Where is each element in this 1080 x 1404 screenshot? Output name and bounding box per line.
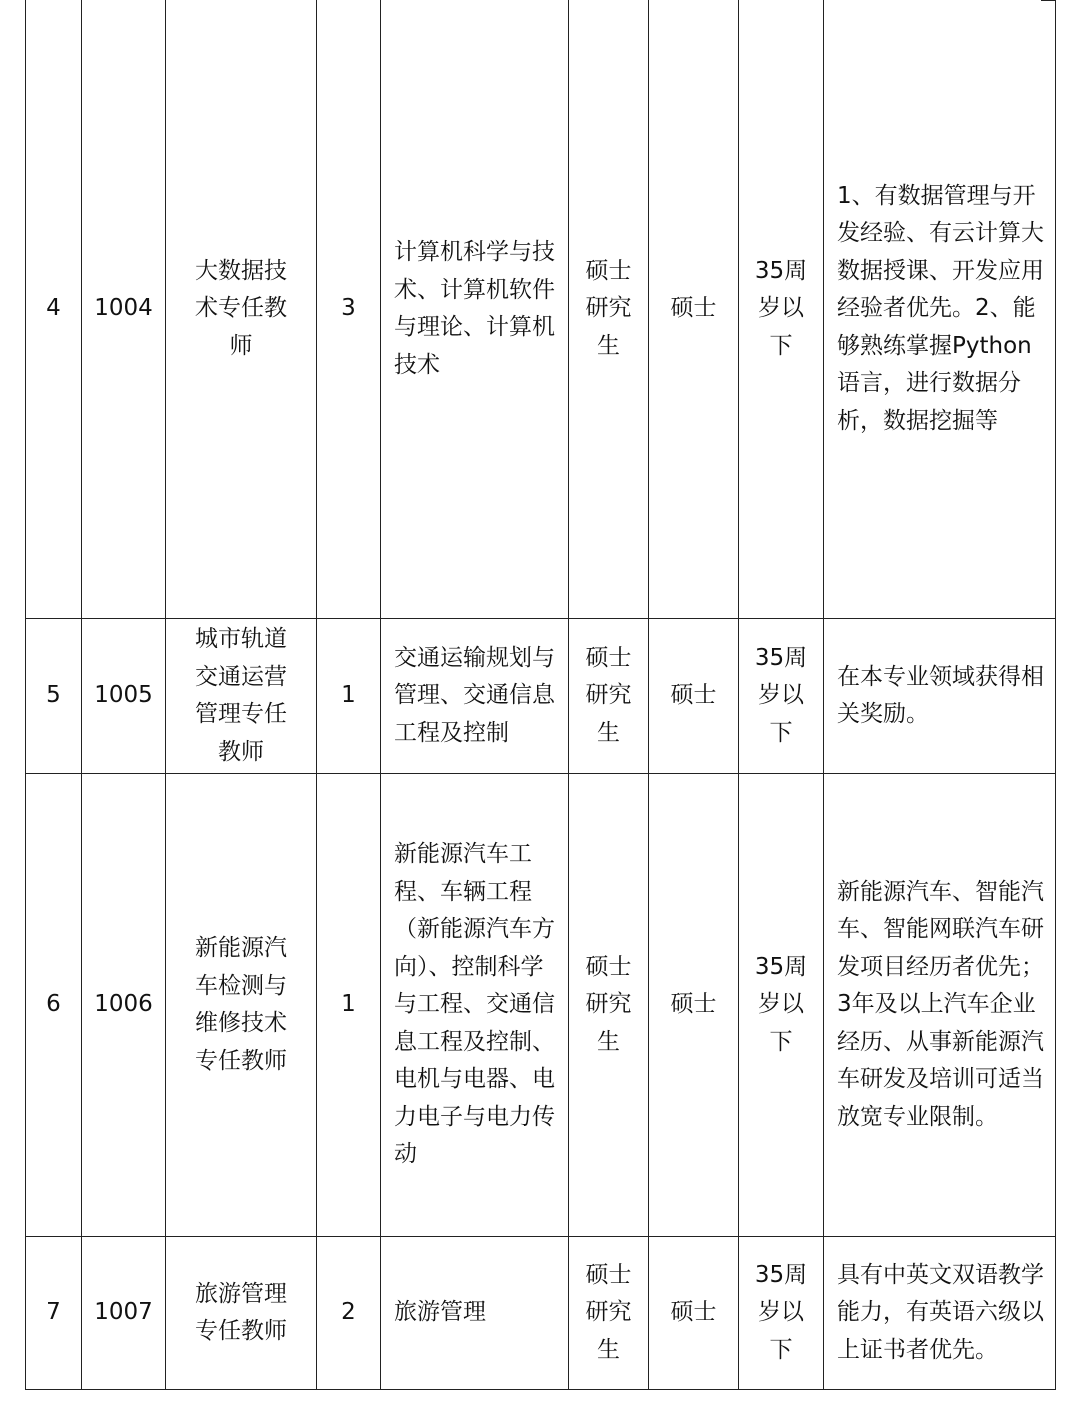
requirements-text: 新能源汽车、智能汽车、智能网联汽车研发项目经历者优先；3年及以上汽车企业经历、从事新能源汽车研发及培训可适当放宽专业限制。 [837, 878, 1044, 1130]
education-text: 硕士研究生 [585, 1261, 632, 1363]
major-text: 交通运输规划与管理、交通信息工程及控制 [394, 644, 555, 746]
major-text: 计算机科学与技术、计算机软件与理论、计算机技术 [394, 239, 555, 378]
age-text: 35周岁以下 [754, 257, 808, 359]
requirements-cell [824, 619, 1056, 774]
position-cell [166, 1237, 317, 1390]
major-cell [381, 619, 569, 774]
table-row [26, 0, 1056, 619]
education-cell [569, 1237, 649, 1390]
position-text: 新能源汽车检测与维修技术专任教师 [195, 935, 287, 1074]
seq-cell: 6 [26, 774, 82, 1237]
position-text: 大数据技术专任教师 [195, 257, 287, 359]
code-cell: 1004 [82, 0, 166, 619]
degree-cell: 硕士 [649, 774, 739, 1237]
age-text: 35周岁以下 [754, 1261, 808, 1363]
age-text: 35周岁以下 [754, 644, 808, 746]
age-cell [739, 0, 824, 619]
count-cell: 1 [317, 774, 381, 1237]
requirements-text: 具有中英文双语教学能力，有英语六级以上证书者优先。 [837, 1261, 1044, 1363]
major-text: 新能源汽车工程、车辆工程（新能源汽车方向）、控制科学与工程、交通信息工程及控制、电机与电器、电力电子与电力传动 [394, 841, 555, 1168]
seq-cell: 7 [26, 1237, 82, 1390]
position-cell [166, 774, 317, 1237]
count-cell: 2 [317, 1237, 381, 1390]
degree-cell: 硕士 [649, 619, 739, 774]
position-text: 旅游管理专任教师 [195, 1280, 287, 1344]
table-row [26, 619, 1056, 774]
seq-cell: 4 [26, 0, 82, 619]
age-cell [739, 774, 824, 1237]
code-cell: 1007 [82, 1237, 166, 1390]
major-text: 旅游管理 [394, 1299, 486, 1326]
degree-cell: 硕士 [649, 1237, 739, 1390]
requirements-cell [824, 774, 1056, 1237]
code-cell: 1005 [82, 619, 166, 774]
table-row [26, 1237, 1056, 1390]
recruitment-table [25, 0, 1056, 1390]
age-cell [739, 1237, 824, 1390]
position-cell [166, 0, 317, 619]
count-cell: 1 [317, 619, 381, 774]
major-cell [381, 774, 569, 1237]
major-cell [381, 1237, 569, 1390]
degree-cell: 硕士 [649, 0, 739, 619]
age-text: 35周岁以下 [754, 953, 808, 1055]
count-cell: 3 [317, 0, 381, 619]
requirements-cell [824, 0, 1056, 619]
code-cell: 1006 [82, 774, 166, 1237]
requirements-text: 在本专业领域获得相关奖励。 [837, 663, 1044, 727]
age-cell [739, 619, 824, 774]
table-row [26, 774, 1056, 1237]
requirements-text: 1、有数据管理与开发经验、有云计算大数据授课、开发应用经验者优先。2、能够熟练掌握Python语言，进行数据分析，数据挖掘等 [837, 182, 1044, 434]
seq-cell: 5 [26, 619, 82, 774]
education-text: 硕士研究生 [585, 257, 632, 359]
education-text: 硕士研究生 [585, 953, 632, 1055]
major-cell [381, 0, 569, 619]
position-text: 城市轨道交通运营管理专任教师 [195, 626, 287, 765]
education-cell [569, 0, 649, 619]
requirements-cell [824, 1237, 1056, 1390]
position-cell [166, 619, 317, 774]
education-cell [569, 774, 649, 1237]
education-text: 硕士研究生 [585, 644, 632, 746]
education-cell [569, 619, 649, 774]
